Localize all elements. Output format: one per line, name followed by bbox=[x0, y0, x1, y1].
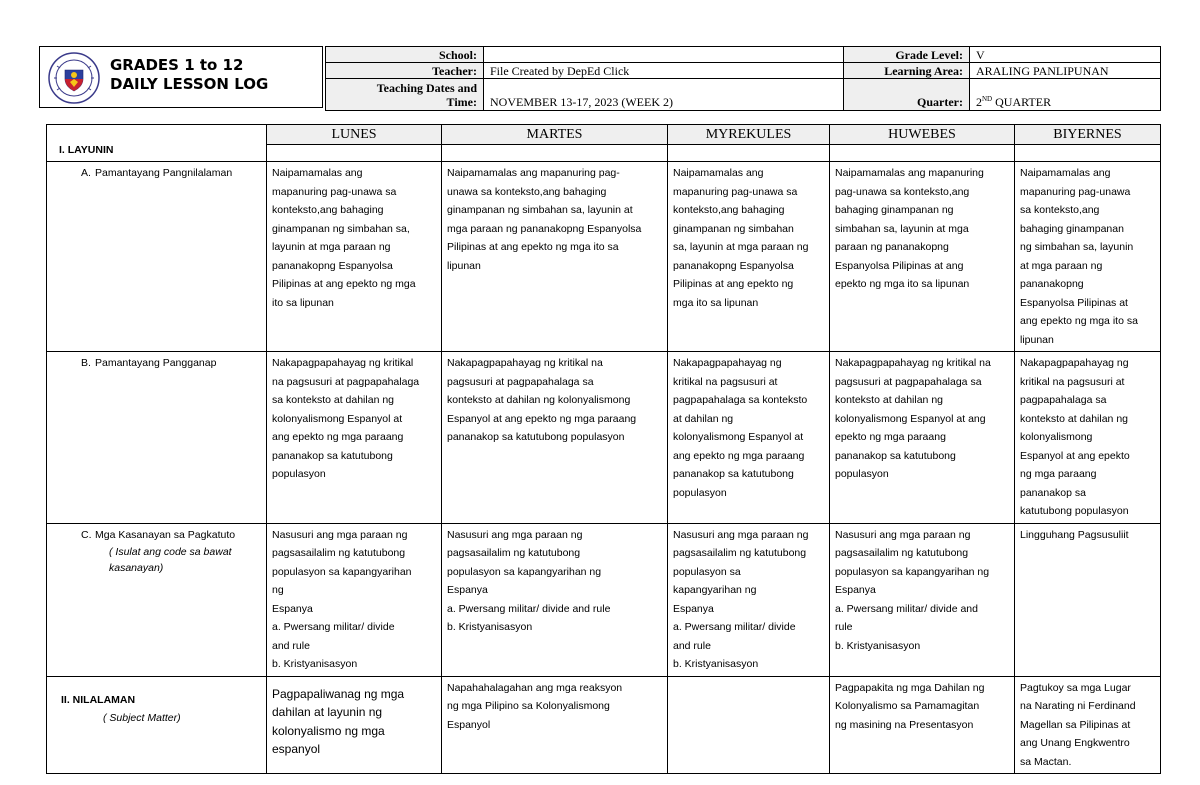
learning-area-label: Learning Area: bbox=[844, 63, 970, 79]
row-label-pamantayang-pangnilalaman: A. Pamantayang Pangnilalaman bbox=[47, 162, 267, 352]
header-title-box bbox=[39, 46, 323, 108]
content-cell: Nakapagpapahayag ng kritikal na pagsusuri at pagpapahalaga sa konteksto at dahilan ng kolonyalismong Espanyol at ang epekto ng mga paraang pananakop sa katutubong populasyon bbox=[1015, 352, 1161, 524]
blank-cell bbox=[668, 145, 830, 162]
school-value bbox=[484, 47, 844, 63]
row-label-pamantayang-pangganap: B. Pamantayang Pangganap bbox=[47, 352, 267, 524]
content-cell: Nasusuri ang mga paraan ng pagsasailalim ng katutubong populasyon sa kapangyarihan ng Espanya a. Pwersang militar/ divide and rule b. Kristyanisasyon bbox=[442, 523, 668, 676]
teacher-value: File Created by DepEd Click bbox=[484, 63, 844, 79]
teacher-label: Teacher: bbox=[326, 63, 484, 79]
quarter-label: Quarter: bbox=[844, 79, 970, 111]
blank-cell bbox=[442, 145, 668, 162]
learning-area-value: ARALING PANLIPUNAN bbox=[970, 63, 1161, 79]
content-cell: Nasusuri ang mga paraan ng pagsasailalim ng katutubong populasyon sa kapangyarihan ng Espanya a. Pwersang militar/ divide and rule b. Kristyanisasyon bbox=[267, 523, 442, 676]
teaching-dates-value: NOVEMBER 13-17, 2023 (WEEK 2) bbox=[484, 79, 844, 111]
school-label: School: bbox=[326, 47, 484, 63]
content-cell: Nakapagpapahayag ng kritikal na pagsusuri at pagpapahalaga sa konteksto at dahilan ng kolonyalismong Espanyol at ang epekto ng mga paraang pananakop sa katutubong populasyon bbox=[267, 352, 442, 524]
title-line-2: DAILY LESSON LOG bbox=[110, 75, 269, 93]
grade-level-label: Grade Level: bbox=[844, 47, 970, 63]
content-cell: Nakapagpapahayag ng kritikal na pagsusuri at pagpapahalaga sa konteksto at dahilan ng kolonyalismong Espanyol at ang epekto ng mga paraang pananakop sa katutubong populasyon bbox=[668, 352, 830, 524]
day-header: BIYERNES bbox=[1015, 125, 1161, 145]
row-label-mga-kasanayan: C. Mga Kasanayan sa Pagkatuto ( Isulat ang code sa bawat kasanayan) bbox=[47, 523, 267, 676]
teaching-dates-label: Teaching Dates and Time: bbox=[326, 79, 484, 111]
content-cell: Nakapagpapahayag ng kritikal na pagsusuri at pagpapahalaga sa konteksto at dahilan ng kolonyalismong Espanyol at ang epekto ng mga paraang pananakop sa katutubong populasyon bbox=[442, 352, 668, 524]
day-header: MYREKULES bbox=[668, 125, 830, 145]
content-cell: Nasusuri ang mga paraan ng pagsasailalim ng katutubong populasyon sa kapangyarihan ng Espanya a. Pwersang militar/ divide and rule b. Kristyanisasyon bbox=[668, 523, 830, 676]
content-cell bbox=[668, 676, 830, 774]
content-cell: Pagpapaliwanag ng mga dahilan at layunin ng kolonyalismo ng mga espanyol bbox=[267, 676, 442, 774]
content-cell: Naipamamalas ang mapanuring pag- unawa sa konteksto,ang bahaging ginampanan ng simbahan sa, layunin at mga paraan ng pananakopng Espanyolsa Pilipinas at ang epekto ng mga ito sa lipunan bbox=[442, 162, 668, 352]
content-cell: Nakapagpapahayag ng kritikal na pagsusuri at pagpapahalaga sa konteksto at dahilan ng kolonyalismong Espanyol at ang epekto ng mga paraang pananakop sa katutubong populasyon bbox=[830, 352, 1015, 524]
blank-cell bbox=[830, 145, 1015, 162]
section-nilalaman: II. NILALAMAN ( Subject Matter) bbox=[47, 676, 267, 774]
header-info-table bbox=[325, 46, 1161, 111]
content-cell: Naipamamalas ang mapanuring pag-unawa sa konteksto,ang bahaging ginampanan ng simbahan sa, layunin at mga paraan ng pananakopng Espanyolsa Pilipinas at ang epekto ng mga ito sa lipunan bbox=[668, 162, 830, 352]
content-cell: Nasusuri ang mga paraan ng pagsasailalim ng katutubong populasyon sa kapangyarihan ng Espanya a. Pwersang militar/ divide and rule b. Kristyanisasyon bbox=[830, 523, 1015, 676]
code-note: ( Isulat ang code sa bawat kasanayan) bbox=[109, 546, 232, 574]
page-title bbox=[110, 56, 268, 94]
content-cell: Naipamamalas ang mapanuring pag-unawa sa konteksto,ang bahaging ginampanan ng simbahan sa, layunin at mga paraan ng pananakopng Espanyolsa Pilipinas at ang epekto ng mga ito sa lipunan bbox=[267, 162, 442, 352]
day-header: LUNES bbox=[267, 125, 442, 145]
deped-seal-icon bbox=[48, 52, 100, 104]
content-cell: Pagpapakita ng mga Dahilan ng Kolonyalismo sa Pamamagitan ng masining na Presentasyon bbox=[830, 676, 1015, 774]
grade-level-value: V bbox=[970, 47, 1161, 63]
quarter-value: 2ND QUARTER bbox=[970, 79, 1161, 111]
day-header: HUWEBES bbox=[830, 125, 1015, 145]
content-cell: Naipamamalas ang mapanuring pag-unawa sa konteksto,ang bahaging ginampanan ng simbahan sa, layunin at mga paraan ng pananakopng Espanyolsa Pilipinas at ang epekto ng mga ito sa lipunan bbox=[1015, 162, 1161, 352]
content-cell: Lingguhang Pagsusuliit bbox=[1015, 523, 1161, 676]
lesson-log-table bbox=[46, 124, 1161, 774]
section-layunin: I. LAYUNIN bbox=[47, 125, 267, 162]
content-cell: Napahahalagahan ang mga reaksyon ng mga Pilipino sa Kolonyalismong Espanyol bbox=[442, 676, 668, 774]
content-cell: Naipamamalas ang mapanuring pag-unawa sa konteksto,ang bahaging ginampanan ng simbahan sa, layunin at mga paraan ng pananakopng Espanyolsa Pilipinas at ang epekto ng mga ito sa lipunan bbox=[830, 162, 1015, 352]
blank-cell bbox=[1015, 145, 1161, 162]
day-header: MARTES bbox=[442, 125, 668, 145]
title-line-1: GRADES 1 to 12 bbox=[110, 56, 244, 74]
blank-cell bbox=[267, 145, 442, 162]
content-cell: Pagtukoy sa mga Lugar na Narating ni Ferdinand Magellan sa Pilipinas at ang Unang Engkwentro sa Mactan. bbox=[1015, 676, 1161, 774]
